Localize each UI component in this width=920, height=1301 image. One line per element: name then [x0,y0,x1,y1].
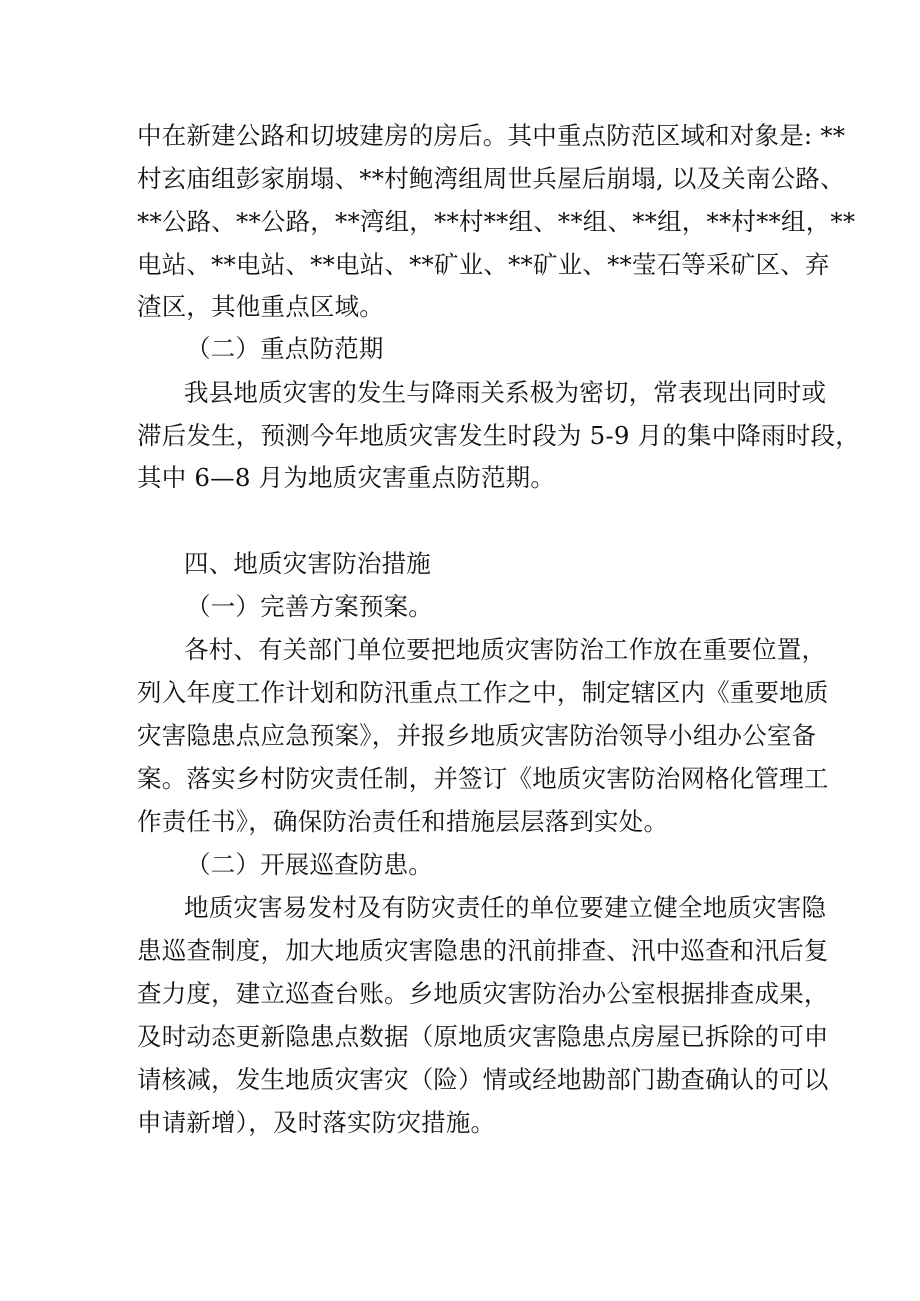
paragraph-1-line-5: 渣区，其他重点区域。 [137,292,384,321]
paragraph-3-line-3: 灾害隐患点应急预案》，并报乡地质灾害防治领导小组办公室备 [137,721,817,750]
paragraph-4-line-4: 及时动态更新隐患点数据（原地质灾害隐患点房屋已拆除的可申 [137,1022,829,1051]
paragraph-1-line-4: 电站、**电站、**电站、**矿业、**矿业、**莹石等采矿区、弃 [137,250,830,279]
subheading-plans: （一）完善方案预案。 [186,592,433,621]
paragraph-2-line-2: 滞后发生，预测今年地质灾害发生时段为 5-9 月的集中降雨时段， [137,421,860,450]
paragraph-1-line-3: **公路、**公路，**湾组，**村**组、**组、**组，**村**组，** [137,207,856,236]
paragraph-2-line-1: 我县地质灾害的发生与降雨关系极为密切，常表现出同时或 [184,378,827,407]
paragraph-4-line-5: 请核减，发生地质灾害灾（险）情或经地勘部门勘查确认的可以 [137,1065,829,1094]
paragraph-1-line-1: 中在新建公路和切坡建房的房后。其中重点防范区域和对象是: ** [137,121,846,150]
paragraph-4-line-6: 申请新增），及时落实防灾措施。 [137,1108,496,1137]
paragraph-4-line-2: 患巡查制度，加大地质灾害隐患的汛前排查、汛中巡查和汛后复 [137,936,829,965]
paragraph-3-line-1: 各村、有关部门单位要把地质灾害防治工作放在重要位置， [184,635,827,664]
paragraph-3-line-2: 列入年度工作计划和防汛重点工作之中，制定辖区内《重要地质 [137,678,829,707]
paragraph-4-line-3: 查力度，建立巡查台账。乡地质灾害防治办公室根据排查成果， [137,979,829,1008]
paragraph-2-line-3: 其中 6—8 月为地质灾害重点防范期。 [137,463,556,492]
section-heading-4: 四、地质灾害防治措施 [184,549,431,578]
paragraph-4-line-1: 地质灾害易发村及有防灾责任的单位要建立健全地质灾害隐 [184,893,827,922]
subheading-key-period: （二）重点防范期 [186,334,384,363]
paragraph-3-line-4: 案。落实乡村防灾责任制，并签订《地质灾害防治网格化管理工 [137,764,829,793]
subheading-patrol: （二）开展巡查防患。 [186,850,433,879]
paragraph-3-line-5: 作责任书》，确保防治责任和措施层层落到实处。 [137,807,669,836]
paragraph-1-line-2: 村玄庙组彭家崩塌、**村鲍湾组周世兵屋后崩塌, 以及关南公路、 [137,164,845,193]
